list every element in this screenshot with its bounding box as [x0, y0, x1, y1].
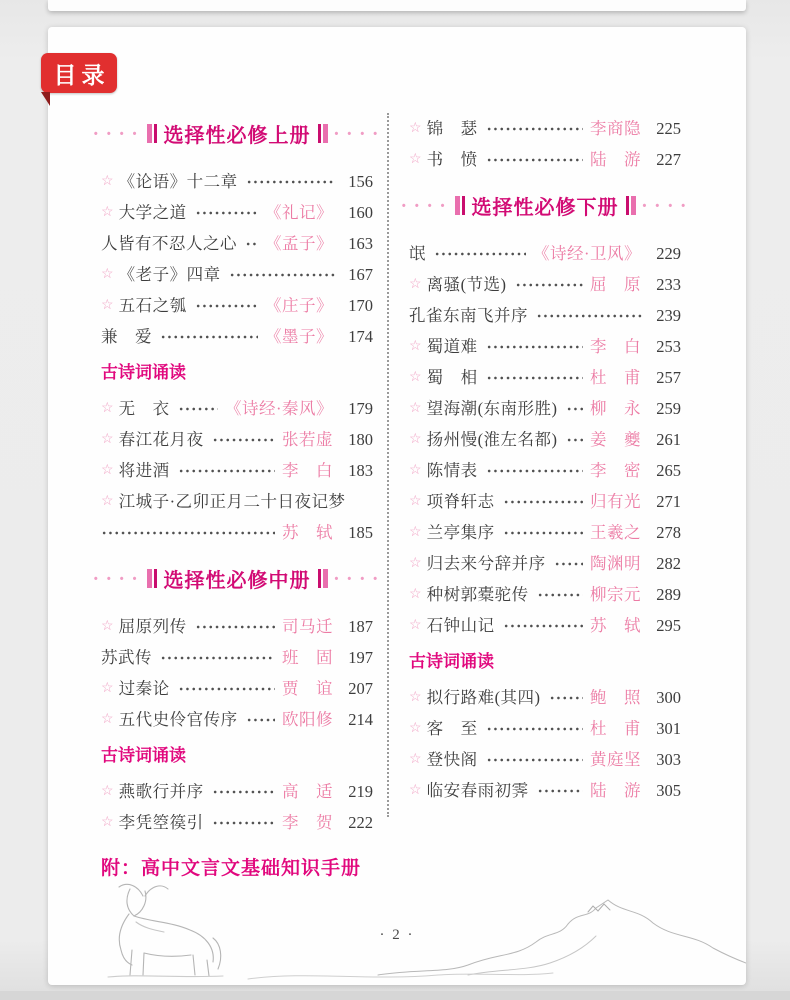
entry-title: 项脊轩志	[426, 492, 495, 511]
header-bars-icon	[318, 569, 328, 588]
entry-title: 无 衣	[118, 399, 170, 418]
toc-entry[interactable]	[409, 368, 681, 387]
section-title: 选择性必修下册	[471, 197, 619, 219]
entry-title: 大学之道	[118, 203, 187, 222]
star-icon: ☆	[101, 681, 114, 696]
entry-page: 301	[656, 719, 681, 738]
dot-leader-icon	[486, 756, 583, 764]
entry-title: 《老子》四章	[118, 265, 221, 284]
entry-author: 鲍 照	[590, 688, 641, 707]
entry-page: 253	[656, 337, 681, 356]
toc-entry[interactable]	[101, 296, 373, 315]
entry-title: 五石之瓠	[118, 296, 187, 315]
entry-page: 163	[348, 234, 373, 253]
entry-author: 《礼记》	[265, 203, 333, 222]
dot-leader-icon	[212, 788, 275, 796]
toc-entry[interactable]	[409, 306, 681, 325]
toc-entry[interactable]	[409, 750, 681, 769]
entry-author: 李 贺	[282, 813, 333, 832]
star-icon: ☆	[409, 525, 422, 540]
entry-page: 187	[348, 617, 373, 636]
entry-title: 兰亭集序	[426, 523, 495, 542]
toc-column-left	[93, 115, 381, 844]
entry-page: 156	[348, 172, 373, 191]
entry-title: 临安春雨初霁	[426, 781, 529, 800]
entry-author: 姜 夔	[590, 430, 641, 449]
dot-leader-icon	[486, 725, 583, 733]
entry-title: 过秦论	[118, 679, 170, 698]
header-bars-icon	[147, 569, 157, 588]
entry-author: 杜 甫	[590, 719, 641, 738]
entry-title: 燕歌行并序	[118, 782, 204, 801]
entry-page: 295	[656, 616, 681, 635]
toc-entry[interactable]	[101, 617, 373, 636]
entry-author: 李 密	[590, 461, 641, 480]
header-dots-icon: • • • •	[93, 127, 140, 140]
entry-title: 蜀 相	[426, 368, 478, 387]
star-icon: ☆	[409, 277, 422, 292]
dot-leader-icon	[195, 302, 258, 310]
star-icon: ☆	[101, 401, 114, 416]
dot-leader-icon	[486, 374, 583, 382]
star-icon: ☆	[101, 494, 114, 509]
dot-leader-icon	[503, 622, 583, 630]
entry-page: 207	[348, 679, 373, 698]
entry-author: 《庄子》	[265, 296, 333, 315]
dot-leader-icon	[160, 654, 275, 662]
entry-author: 高 适	[282, 782, 333, 801]
entry-page: 265	[656, 461, 681, 480]
entry-title: 陈情表	[426, 461, 478, 480]
entry-author: 《诗经·秦风》	[225, 399, 333, 418]
entry-page: 239	[656, 306, 681, 325]
dot-leader-icon	[178, 467, 275, 475]
header-dots-icon: • • • •	[93, 572, 140, 585]
entry-page: 197	[348, 648, 373, 667]
toc-entry[interactable]	[101, 648, 373, 667]
appendix-title: 附：高中文言文基础知识手册	[101, 858, 362, 879]
entry-title: 登快阁	[426, 750, 478, 769]
section-header	[93, 119, 381, 148]
entry-author: 《墨子》	[265, 327, 333, 346]
section-title: 选择性必修中册	[163, 570, 311, 592]
entry-title: 石钟山记	[426, 616, 495, 635]
star-icon: ☆	[101, 712, 114, 727]
toc-entry[interactable]	[409, 523, 681, 542]
toc-entry[interactable]	[409, 554, 681, 573]
entry-title: 拟行路难(其四)	[426, 688, 541, 707]
entry-author: 陆 游	[590, 781, 641, 800]
star-icon: ☆	[409, 752, 422, 767]
entry-page: 214	[348, 710, 373, 729]
header-dots-icon: • • • •	[401, 199, 448, 212]
entry-title: 苏武传	[101, 648, 152, 667]
star-icon: ☆	[409, 721, 422, 736]
entry-page: 305	[656, 781, 681, 800]
dot-leader-icon	[537, 787, 583, 795]
dot-leader-icon	[503, 498, 583, 506]
entry-page: 225	[656, 119, 681, 138]
toc-entry[interactable]	[409, 461, 681, 480]
entry-page: 233	[656, 275, 681, 294]
entry-page: 227	[656, 150, 681, 169]
entry-author: 班 固	[282, 648, 333, 667]
entry-page: 174	[348, 327, 373, 346]
toc-entry[interactable]	[101, 172, 373, 191]
toc-entry[interactable]	[409, 244, 681, 263]
entry-author: 苏 轼	[590, 616, 641, 635]
entry-author: 陶渊明	[590, 554, 641, 573]
dot-leader-icon	[537, 591, 583, 599]
entry-author: 李 白	[282, 461, 333, 480]
entry-title: 江城子·乙卯正月二十日夜记梦	[118, 492, 346, 511]
star-icon: ☆	[409, 121, 422, 136]
entry-page: 229	[656, 244, 681, 263]
star-icon: ☆	[409, 339, 422, 354]
entry-page: 261	[656, 430, 681, 449]
toc-entry[interactable]	[409, 399, 681, 418]
entry-author: 司马迁	[282, 617, 333, 636]
toc-corner-tab	[41, 53, 117, 93]
toc-entry[interactable]	[409, 275, 681, 294]
toc-entry[interactable]	[409, 492, 681, 511]
header-bars-icon	[147, 124, 157, 143]
entry-title: 书 愤	[426, 150, 478, 169]
entry-page: 271	[656, 492, 681, 511]
entry-author: 李 白	[590, 337, 641, 356]
star-icon: ☆	[409, 587, 422, 602]
entry-title: 氓	[409, 244, 426, 263]
entry-title: 人皆有不忍人之心	[101, 234, 237, 253]
toc-entry[interactable]	[409, 430, 681, 449]
entry-title: 将进酒	[118, 461, 170, 480]
subsection-title: 古诗词诵读	[409, 652, 494, 671]
star-icon: ☆	[101, 784, 114, 799]
toc-entry[interactable]	[101, 430, 373, 449]
subsection-title: 古诗词诵读	[101, 746, 186, 765]
entry-page: 300	[656, 688, 681, 707]
entry-page: 289	[656, 585, 681, 604]
entry-page: 282	[656, 554, 681, 573]
entry-page: 170	[348, 296, 373, 315]
page-number: · 2 ·	[379, 927, 415, 943]
tab-fold-icon	[41, 92, 50, 106]
entry-page: 259	[656, 399, 681, 418]
entry-page: 167	[348, 265, 373, 284]
toc-entry[interactable]	[409, 119, 681, 138]
entry-author: 欧阳修	[282, 710, 333, 729]
entry-title: 蜀道难	[426, 337, 478, 356]
header-bars-icon	[626, 196, 636, 215]
entry-title: 扬州慢(淮左名都)	[426, 430, 558, 449]
toc-entry[interactable]	[101, 399, 373, 418]
previous-page-edge	[48, 0, 746, 11]
dot-leader-icon	[566, 436, 583, 444]
subsection-title: 古诗词诵读	[101, 363, 186, 382]
entry-page: 303	[656, 750, 681, 769]
entry-author: 苏 轼	[282, 523, 333, 542]
entry-title: 李凭箜篌引	[118, 813, 204, 832]
dot-leader-icon	[434, 250, 526, 258]
entry-author: 贾 谊	[282, 679, 333, 698]
header-dots-icon: • • • •	[334, 572, 381, 585]
entry-title: 《论语》十二章	[118, 172, 238, 191]
dot-leader-icon	[486, 125, 583, 133]
dot-leader-icon	[566, 405, 583, 413]
entry-title: 春江花月夜	[118, 430, 204, 449]
toc-entry-continuation[interactable]	[101, 523, 373, 542]
entry-author: 陆 游	[590, 150, 641, 169]
header-bars-icon	[455, 196, 465, 215]
star-icon: ☆	[409, 152, 422, 167]
entry-author: 柳 永	[590, 399, 641, 418]
entry-author: 屈 原	[590, 275, 641, 294]
star-icon: ☆	[409, 494, 422, 509]
star-icon: ☆	[101, 432, 114, 447]
toc-entry[interactable]	[409, 150, 681, 169]
star-icon: ☆	[409, 463, 422, 478]
entry-page: 219	[348, 782, 373, 801]
entry-page: 278	[656, 523, 681, 542]
star-icon: ☆	[409, 401, 422, 416]
entry-author: 《诗经·卫风》	[533, 244, 641, 263]
toc-entry[interactable]	[101, 492, 373, 511]
toc-entry[interactable]	[101, 782, 373, 801]
header-bars-icon	[318, 124, 328, 143]
entry-author: 张若虚	[282, 430, 333, 449]
toc-entry[interactable]	[409, 688, 681, 707]
toc-columns	[93, 115, 689, 844]
toc-entry[interactable]	[409, 585, 681, 604]
dot-leader-icon	[245, 240, 258, 248]
star-icon: ☆	[101, 205, 114, 220]
toc-entry[interactable]	[101, 461, 373, 480]
star-icon: ☆	[409, 690, 422, 705]
page-stack-bottom-edge	[0, 991, 790, 1000]
section-title: 选择性必修上册	[163, 125, 311, 147]
dot-leader-icon	[195, 623, 275, 631]
toc-entry[interactable]	[101, 234, 373, 253]
dot-leader-icon	[246, 716, 275, 724]
entry-title: 归去来兮辞并序	[426, 554, 546, 573]
toc-entry[interactable]	[409, 616, 681, 635]
dot-leader-icon	[195, 209, 258, 217]
star-icon: ☆	[409, 556, 422, 571]
toc-entry[interactable]	[101, 679, 373, 698]
dot-leader-icon	[178, 685, 275, 693]
entry-author: 归有光	[590, 492, 641, 511]
entry-page: 257	[656, 368, 681, 387]
entry-title: 屈原列传	[118, 617, 187, 636]
star-icon: ☆	[409, 432, 422, 447]
dot-leader-icon	[101, 529, 275, 537]
star-icon: ☆	[409, 618, 422, 633]
star-icon: ☆	[101, 463, 114, 478]
toc-entry[interactable]	[101, 813, 373, 832]
dot-leader-icon	[536, 312, 644, 320]
entry-title: 望海潮(东南形胜)	[426, 399, 558, 418]
entry-title: 锦 瑟	[426, 119, 478, 138]
entry-page: 179	[348, 399, 373, 418]
star-icon: ☆	[101, 619, 114, 634]
dot-leader-icon	[554, 560, 583, 568]
section-header	[93, 564, 381, 593]
toc-entry[interactable]	[101, 265, 373, 284]
toc-column-right	[401, 115, 689, 844]
dot-leader-icon	[178, 405, 218, 413]
star-icon: ☆	[409, 783, 422, 798]
entry-author: 黄庭坚	[590, 750, 641, 769]
dot-leader-icon	[486, 156, 583, 164]
dot-leader-icon	[212, 436, 275, 444]
dot-leader-icon	[503, 529, 583, 537]
entry-page: 180	[348, 430, 373, 449]
dot-leader-icon	[212, 819, 275, 827]
star-icon: ☆	[101, 174, 114, 189]
dot-leader-icon	[515, 281, 583, 289]
entry-title: 兼 爱	[101, 327, 152, 346]
dot-leader-icon	[549, 694, 583, 702]
toc-entry[interactable]	[101, 327, 373, 346]
toc-entry[interactable]	[409, 719, 681, 738]
star-icon: ☆	[409, 370, 422, 385]
toc-entry[interactable]	[101, 710, 373, 729]
entry-title: 离骚(节选)	[426, 275, 507, 294]
entry-author: 《孟子》	[265, 234, 333, 253]
dot-leader-icon	[486, 343, 583, 351]
star-icon: ☆	[101, 815, 114, 830]
entry-author: 李商隐	[590, 119, 641, 138]
toc-tab-label: 目录	[53, 61, 110, 88]
toc-entry[interactable]	[409, 781, 681, 800]
entry-page: 185	[348, 523, 373, 542]
entry-page: 222	[348, 813, 373, 832]
star-icon: ☆	[101, 298, 114, 313]
dot-leader-icon	[486, 467, 583, 475]
entry-title: 客 至	[426, 719, 478, 738]
entry-author: 王羲之	[590, 523, 641, 542]
entry-page: 160	[348, 203, 373, 222]
entry-title: 五代史伶官传序	[118, 710, 238, 729]
entry-author: 杜 甫	[590, 368, 641, 387]
toc-entry[interactable]	[409, 337, 681, 356]
toc-entry[interactable]	[101, 203, 373, 222]
dot-leader-icon	[246, 178, 336, 186]
dot-leader-icon	[160, 333, 258, 341]
header-dots-icon: • • • •	[334, 127, 381, 140]
toc-page	[48, 27, 746, 985]
entry-author: 柳宗元	[590, 585, 641, 604]
header-dots-icon: • • • •	[642, 199, 689, 212]
section-header	[401, 191, 689, 220]
entry-title: 种树郭橐驼传	[426, 585, 529, 604]
dot-leader-icon	[229, 271, 336, 279]
star-icon: ☆	[101, 267, 114, 282]
entry-page: 183	[348, 461, 373, 480]
entry-title: 孔雀东南飞并序	[409, 306, 528, 325]
